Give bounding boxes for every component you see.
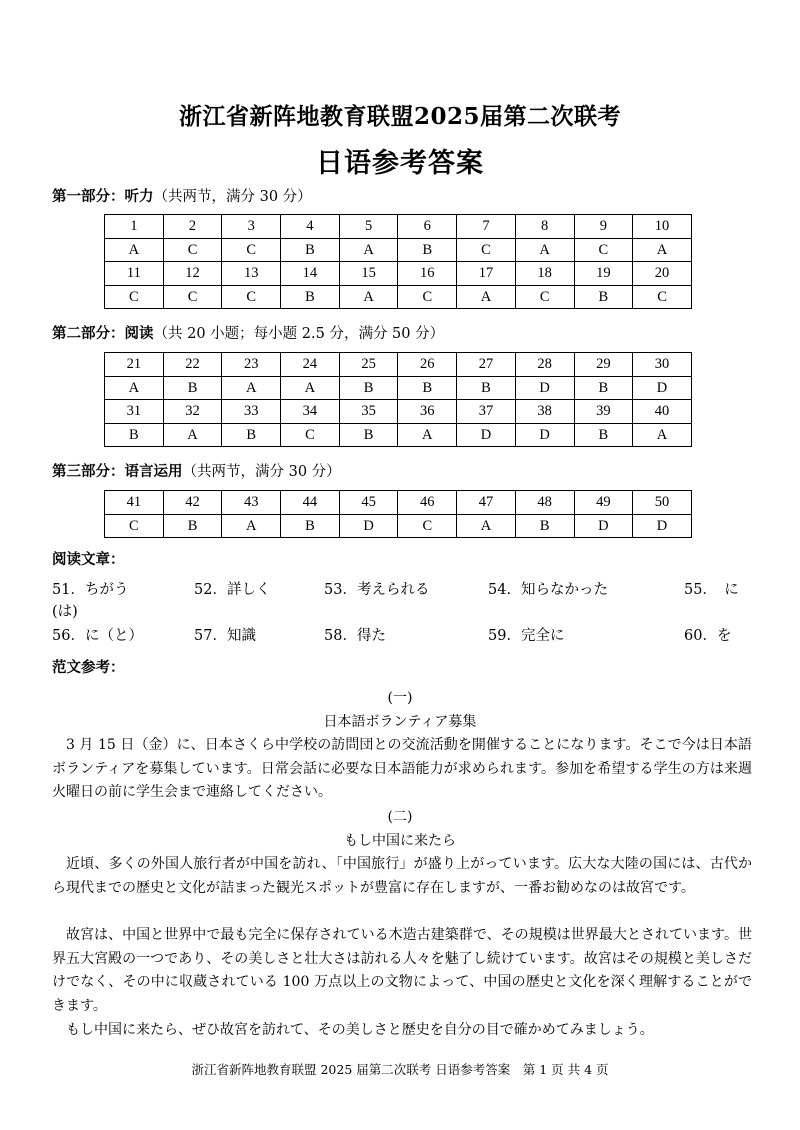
reading-answer-55: 55． に [684, 582, 739, 598]
reading-answer-52: 52．詳しく [194, 582, 271, 598]
reading-label: 阅读文章： [52, 551, 125, 568]
table-row [105, 400, 692, 424]
question-number-cell: 29 [574, 353, 633, 377]
question-number-cell: 31 [105, 400, 164, 424]
answer-cell: C [163, 285, 222, 309]
answer-cell: A [222, 514, 281, 538]
table-row [105, 423, 692, 447]
question-number-cell: 47 [457, 491, 516, 515]
answer-cell: B [105, 423, 164, 447]
part2-answer-table [104, 352, 692, 447]
question-number-cell: 18 [515, 262, 574, 286]
question-number-cell: 32 [163, 400, 222, 424]
answer-cell: B [281, 514, 340, 538]
reading-answer-58: 58．得た [324, 628, 386, 644]
question-number-cell: 39 [574, 400, 633, 424]
part2-label: 第二部分：阅读 [52, 325, 154, 342]
sample2-paragraph-1: 近頃、多くの外国人旅行者が中国を訪れ、「中国旅行」が盛り上がっています。広大な大陸の国には、古代から現代までの歴史と文化が詰まった観光スポットが豊富に存在しますが、一番お勧めなのは故宮です。 [52, 856, 752, 896]
reading-heading [52, 548, 125, 569]
essay-heading [52, 656, 125, 677]
question-number-cell: 11 [105, 262, 164, 286]
question-number-cell: 49 [574, 491, 633, 515]
answer-cell: C [574, 238, 633, 262]
answer-cell: A [105, 376, 164, 400]
reading-answer-60: 60．を [684, 628, 732, 644]
answer-cell: B [574, 423, 633, 447]
answer-cell: C [105, 285, 164, 309]
question-number-cell: 33 [222, 400, 281, 424]
part1-label: 第一部分：听力 [52, 188, 154, 205]
question-number-cell: 24 [281, 353, 340, 377]
question-number-cell: 3 [222, 215, 281, 239]
answer-cell: C [105, 514, 164, 538]
answer-cell: B [339, 376, 398, 400]
essay-label: 范文参考： [52, 659, 125, 676]
question-number-cell: 37 [457, 400, 516, 424]
question-number-cell: 48 [515, 491, 574, 515]
question-number-cell: 21 [105, 353, 164, 377]
question-number-cell: 25 [339, 353, 398, 377]
part3-label: 第三部分：语言运用 [52, 463, 183, 480]
question-number-cell: 45 [339, 491, 398, 515]
answer-cell: B [163, 514, 222, 538]
answer-cell: D [574, 514, 633, 538]
answer-cell: A [281, 376, 340, 400]
answer-cell: A [457, 285, 516, 309]
answer-cell: D [633, 514, 692, 538]
answer-cell: D [339, 514, 398, 538]
table-row [105, 285, 692, 309]
question-number-cell: 19 [574, 262, 633, 286]
question-number-cell: 36 [398, 400, 457, 424]
table-row [105, 376, 692, 400]
question-number-cell: 1 [105, 215, 164, 239]
table-row [105, 514, 692, 538]
part3-heading [52, 460, 341, 481]
answer-cell: A [633, 423, 692, 447]
question-number-cell: 13 [222, 262, 281, 286]
answer-cell: C [398, 285, 457, 309]
document-subtitle: 日语参考答案 [316, 148, 484, 179]
reading-answer-53: 53．考えられる [324, 582, 430, 598]
answer-cell: B [398, 376, 457, 400]
question-number-cell: 15 [339, 262, 398, 286]
answer-cell: B [281, 238, 340, 262]
reading-answer-51: 51．ちがう [52, 582, 129, 598]
reading-answer-57: 57．知識 [194, 628, 256, 644]
table-row [105, 262, 692, 286]
sample1-paragraph: 3 月 15 日（金）に、日本さくら中学校の訪問団との交流活動を開催することになります。そこで今は日本語ボランティアを募集しています。日常会話に必要な日本語能力が求められます。参加を希望する学生の方は来週火曜日の前に学生会まで連絡してください。 [52, 737, 752, 800]
part1-answer-table [104, 214, 692, 309]
answer-cell: C [515, 285, 574, 309]
answer-cell: B [222, 423, 281, 447]
sample1-title: 日本語ボランティア募集 [323, 714, 477, 730]
sample2-title: もし中国に来たら [344, 833, 456, 849]
answer-cell: D [515, 376, 574, 400]
part3-answer-table [104, 490, 692, 538]
answer-cell: A [163, 423, 222, 447]
question-number-cell: 41 [105, 491, 164, 515]
answer-cell: A [633, 238, 692, 262]
reading-answer-56: 56．に（と） [52, 628, 143, 644]
answer-cell: C [457, 238, 516, 262]
question-number-cell: 38 [515, 400, 574, 424]
page-footer: 浙江省新阵地教育联盟 2025 届第二次联考 日语参考答案 第 1 页 共 4 页 [191, 1062, 609, 1077]
question-number-cell: 6 [398, 215, 457, 239]
question-number-cell: 50 [633, 491, 692, 515]
answer-cell: B [457, 376, 516, 400]
question-number-cell: 40 [633, 400, 692, 424]
answer-cell: B [515, 514, 574, 538]
question-number-cell: 43 [222, 491, 281, 515]
answer-cell: C [398, 514, 457, 538]
answer-cell: C [163, 238, 222, 262]
answer-cell: C [281, 423, 340, 447]
answer-cell: A [515, 238, 574, 262]
answer-cell: B [163, 376, 222, 400]
answer-cell: A [398, 423, 457, 447]
part1-note: （共两节，满分 30 分） [153, 189, 312, 205]
question-number-cell: 22 [163, 353, 222, 377]
question-number-cell: 16 [398, 262, 457, 286]
part2-note: （共 20 小题；每小题 2.5 分，满分 50 分） [153, 326, 445, 342]
question-number-cell: 46 [398, 491, 457, 515]
answer-cell: B [574, 376, 633, 400]
answer-cell: A [339, 238, 398, 262]
question-number-cell: 10 [633, 215, 692, 239]
reading-answer-55-alt: (は) [52, 604, 78, 620]
question-number-cell: 34 [281, 400, 340, 424]
answer-cell: C [222, 285, 281, 309]
exam-title: 浙江省新阵地教育联盟2025届第二次联考 [178, 103, 621, 130]
question-number-cell: 26 [398, 353, 457, 377]
answer-cell: A [105, 238, 164, 262]
question-number-cell: 17 [457, 262, 516, 286]
answer-cell: B [339, 423, 398, 447]
question-number-cell: 28 [515, 353, 574, 377]
sample2-paragraph-2: 故宮は、中国と世界中で最も完全に保存されている木造古建築群で、その規模は世界最大とされています。世界五大宮殿の一つであり、その美しさと壮大さは訪れる人々を魅了し続けています。故宮はその規模と美しさだけでなく、その中に収蔵されている 100 万点以上の文物によって、中国の歴史と文化を深く理解することができます。 [52, 927, 752, 1014]
question-number-cell: 30 [633, 353, 692, 377]
question-number-cell: 14 [281, 262, 340, 286]
answer-cell: A [339, 285, 398, 309]
question-number-cell: 4 [281, 215, 340, 239]
question-number-cell: 20 [633, 262, 692, 286]
question-number-cell: 23 [222, 353, 281, 377]
sample2-paragraph-3: もし中国に来たら、ぜひ故宮を訪れて、その美しさと歴史を自分の目で確かめてみましょう。 [66, 1022, 654, 1038]
part3-note: （共两节，满分 30 分） [182, 464, 341, 480]
question-number-cell: 27 [457, 353, 516, 377]
answer-cell: C [222, 238, 281, 262]
answer-cell: B [398, 238, 457, 262]
question-number-cell: 35 [339, 400, 398, 424]
answer-cell: D [515, 423, 574, 447]
sample2-number: (二) [387, 809, 413, 825]
question-number-cell: 8 [515, 215, 574, 239]
answer-cell: B [281, 285, 340, 309]
table-row [105, 491, 692, 515]
table-row [105, 353, 692, 377]
reading-answer-59: 59．完全に [488, 628, 565, 644]
answer-cell: D [457, 423, 516, 447]
reading-answer-54: 54．知らなかった [488, 582, 608, 598]
table-row [105, 215, 692, 239]
answer-cell: A [457, 514, 516, 538]
question-number-cell: 44 [281, 491, 340, 515]
question-number-cell: 42 [163, 491, 222, 515]
part2-heading [52, 322, 444, 343]
answer-cell: B [574, 285, 633, 309]
answer-cell: A [222, 376, 281, 400]
answer-cell: C [633, 285, 692, 309]
sample1-number: (一) [387, 690, 413, 706]
question-number-cell: 5 [339, 215, 398, 239]
question-number-cell: 9 [574, 215, 633, 239]
table-row [105, 238, 692, 262]
question-number-cell: 7 [457, 215, 516, 239]
question-number-cell: 2 [163, 215, 222, 239]
question-number-cell: 12 [163, 262, 222, 286]
part1-heading [52, 185, 312, 206]
answer-cell: D [633, 376, 692, 400]
